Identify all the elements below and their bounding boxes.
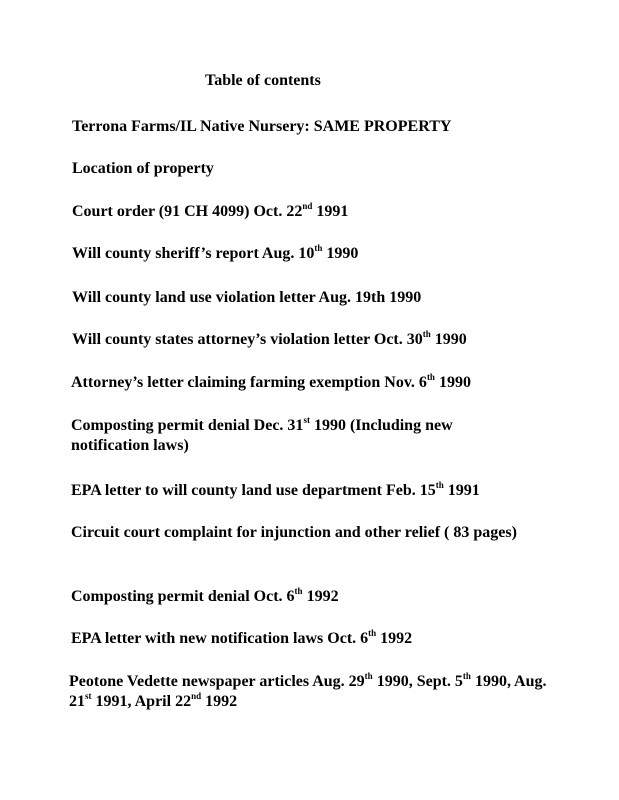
toc-entry-text: EPA letter with new notification laws Oct. 6 — [71, 630, 369, 647]
toc-entry-text: 1990, Aug. 21 — [69, 673, 547, 710]
toc-entry — [72, 244, 542, 264]
toc-entry-text: Will county sheriff’s report Aug. 10 — [72, 245, 315, 262]
page-title: Table of contents — [205, 72, 321, 89]
toc-entry: Circuit court complaint for injunction and other relief ( 83 pages) — [71, 524, 517, 541]
toc-entry — [71, 481, 541, 501]
toc-entry-text: Will county states attorney’s violation letter Oct. 30 — [72, 331, 423, 348]
toc-entry-text: 1990 — [434, 374, 471, 391]
toc-entry-text: Peotone Vedette newspaper articles Aug. 29 — [69, 673, 365, 690]
toc-entry-text: 1991 — [312, 203, 349, 220]
ordinal-suffix: th — [426, 372, 435, 382]
toc-entry-text: 1990 (Including new notification laws) — [71, 417, 453, 454]
ordinal-suffix: th — [368, 628, 377, 638]
toc-entry-text: Court order (91 CH 4099) Oct. 22 — [72, 203, 303, 220]
toc-entry-text: 1990, Sept. 5 — [372, 673, 463, 690]
toc-entry-text: 1991 — [443, 482, 480, 499]
toc-entry-text: Attorney’s letter claiming farming exemption Nov. 6 — [71, 374, 427, 391]
toc-entry — [69, 672, 549, 712]
ordinal-suffix: st — [85, 691, 92, 701]
ordinal-suffix: th — [314, 243, 323, 253]
toc-entry-text: 1990 — [322, 245, 359, 262]
ordinal-suffix: th — [462, 671, 471, 681]
toc-entry-text: 1992 — [201, 693, 238, 710]
toc-entry — [71, 587, 541, 607]
toc-entry-text: 1992 — [302, 588, 339, 605]
toc-entry-text: EPA letter to will county land use department Feb. 15 — [71, 482, 436, 499]
ordinal-suffix: th — [422, 329, 431, 339]
toc-entry: Location of property — [72, 160, 214, 177]
toc-entry-text: 1992 — [376, 630, 413, 647]
toc-entry: Terrona Farms/IL Native Nursery: SAME PROPERTY — [72, 118, 452, 135]
ordinal-suffix: th — [294, 586, 303, 596]
toc-entry — [71, 416, 531, 456]
ordinal-suffix: nd — [191, 691, 202, 701]
ordinal-suffix: nd — [302, 201, 313, 211]
toc-entry — [72, 330, 542, 350]
ordinal-suffix: th — [364, 671, 373, 681]
toc-entry-text: 1991, April 22 — [91, 693, 192, 710]
ordinal-suffix: st — [303, 415, 310, 425]
toc-entry — [71, 629, 541, 649]
toc-entry — [71, 373, 541, 393]
toc-entry-text: 1990 — [430, 331, 467, 348]
toc-entry-text: Composting permit denial Dec. 31 — [71, 417, 304, 434]
toc-entry-text: Composting permit denial Oct. 6 — [71, 588, 295, 605]
toc-entry — [72, 202, 542, 222]
ordinal-suffix: th — [435, 480, 444, 490]
toc-entry: Will county land use violation letter Aug. 19th 1990 — [72, 289, 422, 306]
